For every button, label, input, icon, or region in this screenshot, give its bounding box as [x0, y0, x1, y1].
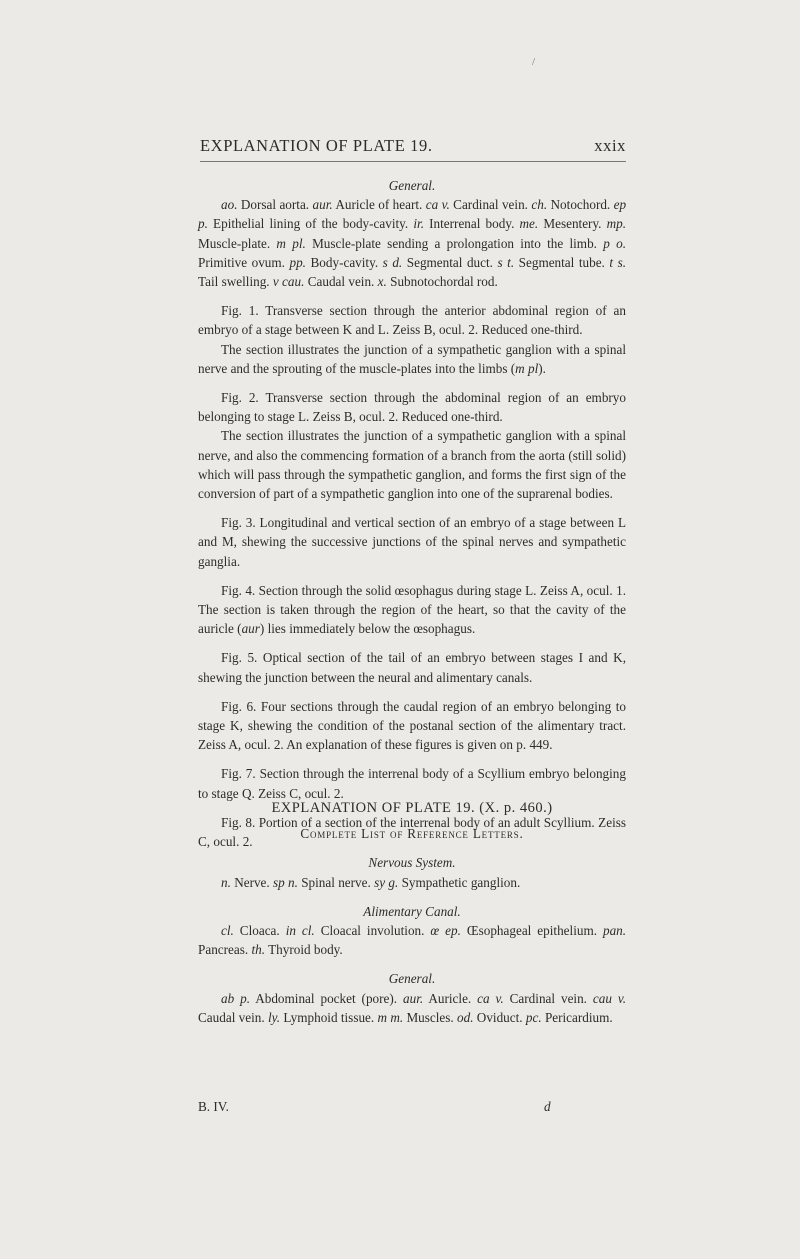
legend-text: Pancreas.	[198, 942, 249, 958]
legend-text: Body-cavity.	[310, 254, 379, 270]
legend-text: Muscle-plate sending a prolongation into the limb.	[312, 235, 597, 251]
legend-text: Cardinal vein.	[453, 197, 528, 213]
figure-abbr: aur	[241, 621, 260, 637]
legend-text: Auricle.	[428, 990, 472, 1006]
legend-abbr: th.	[251, 942, 266, 958]
legend-text: Segmental duct.	[406, 254, 493, 270]
legend-abbr: n.	[221, 874, 231, 890]
legend-abbr: ca v.	[425, 197, 450, 213]
legend-text: Caudal vein.	[198, 1009, 265, 1025]
legend-abbr: x.	[377, 274, 387, 290]
section-general	[198, 176, 626, 851]
header-rule	[200, 161, 626, 162]
legend-text: Oviduct.	[476, 1009, 523, 1025]
legend-abbr: s d.	[382, 254, 403, 270]
legend-abbr: pc.	[525, 1009, 542, 1025]
legend-paragraph	[198, 921, 626, 959]
category-heading-alimentary: Alimentary Canal.	[363, 903, 461, 919]
margin-mark: /	[532, 56, 536, 68]
legend-text: Segmental tube.	[518, 254, 605, 270]
legend-text: Cardinal vein.	[509, 990, 587, 1006]
legend-abbr: aur.	[312, 197, 333, 213]
legend-abbr: me.	[519, 216, 539, 232]
legend-text: Abdominal pocket (pore).	[255, 990, 398, 1006]
legend-abbr: pp.	[289, 254, 306, 270]
legend-abbr: ca v.	[477, 990, 504, 1006]
figure-caption: Fig. 8. Portion of a section of the interrenal body of an adult Scyllium. Zeiss C, ocul. 2.	[198, 814, 626, 850]
figure-caption: Fig. 5. Optical section of the tail of an embryo between stages I and K, shewing the junction between the neural and alimentary canals.	[198, 650, 626, 685]
signature-mark: B. IV.	[198, 1099, 229, 1114]
legend-abbr: s t.	[497, 254, 515, 270]
section-heading: General.	[388, 178, 436, 193]
legend-abbr: in cl.	[285, 923, 315, 939]
category-heading-general: General.	[388, 971, 436, 987]
legend-abbr: ch.	[531, 197, 548, 213]
legend-text: Notochord.	[550, 197, 611, 213]
legend-abbr: œ ep.	[430, 923, 461, 939]
legend-text: Muscles.	[406, 1009, 454, 1025]
figure-caption: Fig. 6. Four sections through the caudal region of an embryo belonging to stage K, shewing the condition of the postanal section of the alimentary tract. Zeiss A, ocul. 2. An explanation of these figures is given on p. 449.	[198, 698, 626, 753]
section-reference-letters	[198, 799, 626, 1027]
legend-abbr: v cau.	[272, 274, 305, 290]
list-subtitle: Complete List of Reference Letters.	[300, 826, 524, 842]
legend-text: Subnotochordal rod.	[390, 274, 498, 290]
legend-abbr: sy g.	[374, 874, 399, 890]
legend-text: Mesentery.	[543, 216, 602, 232]
legend-abbr: p o.	[603, 235, 627, 251]
legend-text: Dorsal aorta.	[240, 197, 310, 213]
legend-text: Muscle-plate.	[198, 235, 271, 251]
legend-abbr: ly.	[267, 1009, 281, 1025]
legend-text: Thyroid body.	[268, 942, 343, 958]
signature-letter: d	[544, 1099, 551, 1114]
legend-abbr: ao.	[221, 197, 238, 213]
legend-abbr: ep p.	[198, 197, 627, 232]
legend-text: Œsophageal epithelium.	[466, 923, 598, 939]
legend-text: Primitive ovum.	[198, 254, 285, 270]
legend-text: Nerve.	[234, 874, 270, 890]
figure-caption: Fig. 3. Longitudinal and vertical section of an embryo of a stage between L and M, shewing the successive junctions of the spinal nerves and sympathetic ganglia.	[198, 515, 626, 569]
category-heading-nervous: Nervous System.	[368, 855, 456, 871]
legend-abbr: sp n.	[273, 874, 298, 890]
legend-abbr: ab p.	[221, 990, 251, 1006]
legend-text: Cloacal involution.	[320, 923, 425, 939]
figure-caption: Fig. 2. Transverse section through the abdominal region of an embryo belonging to stage L. Zeiss B, ocul. 2. Reduced one-third.	[198, 390, 626, 425]
page-number: xxix	[594, 136, 626, 155]
legend-text: Epithelial lining of the body-cavity.	[213, 216, 409, 232]
legend-text: Spinal nerve.	[301, 874, 371, 890]
legend-abbr: m pl.	[276, 235, 306, 251]
figure-caption: Fig. 1. Transverse section through the anterior abdominal region of an embryo of a stage between K and L. Zeiss B, ocul. 2. Reduced one-third.	[198, 303, 626, 338]
legend-text: Tail swelling.	[198, 274, 270, 290]
legend-abbr: cl.	[221, 923, 234, 939]
legend-text: Pericardium.	[544, 1009, 613, 1025]
legend-abbr: mp.	[606, 216, 627, 232]
legend-abbr: t s.	[609, 254, 627, 270]
figure-caption: Fig. 4. Section through the solid œsophagus during stage L. Zeiss A, ocul. 1. The section is taken through the region of the heart, so that the cavity of the auricle (aur) lies immediately below the œsophagus.	[198, 582, 626, 637]
legend-text: Interrenal body.	[429, 216, 515, 232]
legend-abbr: od.	[457, 1009, 474, 1025]
legend-text: Caudal vein.	[307, 274, 375, 290]
legend-abbr: pan.	[602, 923, 627, 939]
legend-paragraph	[198, 989, 626, 1027]
legend-abbr: cau v.	[592, 990, 627, 1006]
legend-text: Lymphoid tissue.	[283, 1009, 375, 1025]
legend-text: Cloaca.	[239, 923, 280, 939]
legend-text: Auricle of heart.	[335, 197, 423, 213]
figure-note: The section illustrates the junction of a sympathetic ganglion with a spinal nerve, and also the commencing formation of a branch from the aorta (still solid) which will pass through the sympathetic ganglion, and forms the first sign of the conversion of part of a sympathetic ganglion into one of the suprarenal bodies.	[198, 428, 626, 502]
figure-abbr: m pl	[515, 360, 539, 376]
legend-paragraph	[198, 195, 626, 291]
legend-abbr: ir.	[413, 216, 424, 232]
legend-abbr: m m.	[377, 1009, 404, 1025]
figure-note: The section illustrates the junction of a sympathetic ganglion with a spinal nerve and the sprouting of the muscle-plates into the limbs (m pl).	[198, 341, 626, 376]
legend-abbr: aur.	[403, 990, 424, 1006]
legend-text: Sympathetic ganglion.	[401, 874, 521, 890]
header-title: EXPLANATION OF PLATE 19.	[200, 136, 433, 155]
figure-caption: Fig. 7. Section through the interrenal body of a Scyllium embryo belonging to stage Q. Zeiss C, ocul. 2.	[198, 766, 626, 801]
plate-title: EXPLANATION OF PLATE 19. (X. p. 460.)	[271, 800, 553, 816]
legend-paragraph	[198, 873, 626, 892]
